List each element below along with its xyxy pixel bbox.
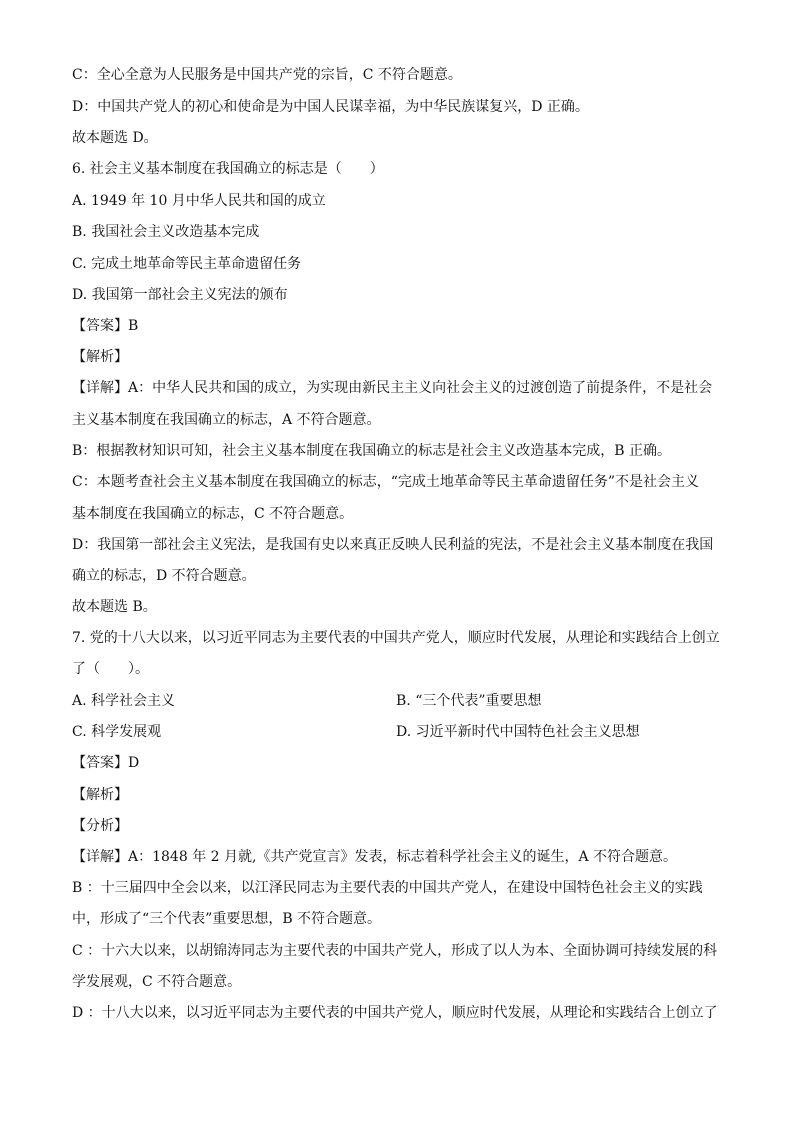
text-line: D：我国第一部社会主义宪法，是我国有史以来真正反映人民利益的宪法，不是社会主义基本制度在我国	[72, 537, 714, 553]
text-line: C ：十六大以来，以胡锦涛同志为主要代表的中国共产党人，形成了以人为本、全面协调可持续发展的科	[72, 943, 718, 959]
text-line: 故本题选 D。	[72, 130, 158, 146]
text-line: 基本制度在我国确立的标志，C 不符合题意。	[72, 506, 354, 522]
text-line: C：全心全意为人民服务是中国共产党的宗旨，C 不符合题意。	[72, 67, 462, 83]
option-b: B. 我国社会主义改造基本完成	[72, 224, 260, 240]
question-6-stem: 6. 社会主义基本制度在我国确立的标志是（ ）	[72, 161, 384, 177]
answer-label: 【答案】D	[72, 755, 140, 771]
option-a: A. 科学社会主义	[72, 693, 176, 709]
text-line: B ：十三届四中全会以来，以江泽民同志为主要代表的中国共产党人，在建设中国特色社会主义的实践	[72, 880, 703, 896]
text-line: 中，形成了“三个代表”重要思想，B 不符合题意。	[72, 911, 382, 927]
fenxi-label: 【分析】	[72, 818, 128, 834]
option-a: A. 1949 年 10 月中华人民共和国的成立	[72, 193, 326, 209]
option-c: C. 科学发展观	[72, 724, 162, 740]
option-b: B. “三个代表”重要思想	[396, 693, 542, 709]
text-line: 【详解】A：中华人民共和国的成立，为实现由新民主主义向社会主义的过渡创造了前提条件，不是社会	[72, 380, 713, 396]
text-line: 【详解】A：1848 年 2 月就,《共产党宣言》发表，标志着科学社会主义的诞生，A 不符合题意。	[72, 849, 678, 865]
answer-label: 【答案】B	[72, 318, 139, 334]
text-line: D ：十八大以来，以习近平同志为主要代表的中国共产党人，顺应时代发展，从理论和实践结合上创立了	[72, 1005, 718, 1021]
option-c: C. 完成土地革命等民主革命遗留任务	[72, 256, 302, 272]
question-7-stem-cont: 了（ ）。	[72, 661, 149, 677]
text-line: C：本题考查社会主义基本制度在我国确立的标志，“完成土地革命等民主革命遗留任务”不是社会主义	[72, 474, 700, 490]
text-line: 确立的标志，D 不符合题意。	[72, 568, 256, 584]
text-line: 主义基本制度在我国确立的标志，A 不符合题意。	[72, 412, 381, 428]
text-line: 故本题选 B。	[72, 599, 157, 615]
option-d: D. 我国第一部社会主义宪法的颁布	[72, 287, 288, 303]
option-d: D. 习近平新时代中国特色社会主义思想	[396, 724, 640, 740]
text-line: 学发展观，C 不符合题意。	[72, 974, 242, 990]
question-7-stem: 7. 党的十八大以来，以习近平同志为主要代表的中国共产党人，顺应时代发展，从理论和实践结合上创立	[72, 630, 720, 646]
analysis-label: 【解析】	[72, 349, 128, 365]
analysis-label: 【解析】	[72, 787, 128, 803]
text-line: B：根据教材知识可知，社会主义基本制度在我国确立的标志是社会主义改造基本完成，B 正确。	[72, 443, 672, 459]
text-line: D：中国共产党人的初心和使命是为中国人民谋幸福，为中华民族谋复兴，D 正确。	[72, 99, 589, 115]
